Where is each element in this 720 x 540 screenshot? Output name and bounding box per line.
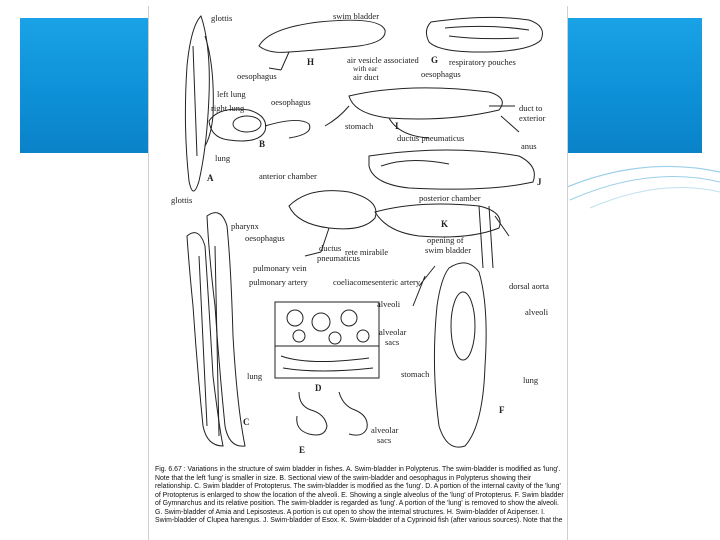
label-swim-bladder-k: swim bladder: [425, 245, 472, 255]
label-sacs-e: sacs: [377, 435, 392, 445]
label-air-duct: air duct: [353, 72, 379, 82]
label-C: C: [243, 417, 250, 427]
label-F: F: [499, 405, 505, 415]
figure-page: [148, 6, 568, 540]
label-pneumaticus-k: pneumaticus: [317, 253, 360, 263]
label-pulmonary-artery: pulmonary artery: [249, 277, 308, 287]
label-posterior-chamber: posterior chamber: [419, 193, 481, 203]
label-stomach-i: stomach: [345, 121, 374, 131]
label-air-vesicle: air vesicle associated: [347, 55, 419, 65]
label-D: D: [315, 383, 322, 393]
label-A: A: [207, 173, 214, 183]
label-E: E: [299, 445, 306, 455]
label-B: B: [259, 139, 266, 149]
label-sacs-d: sacs: [385, 337, 400, 347]
label-opening-of: opening of: [427, 235, 464, 245]
label-lung-b: lung: [215, 153, 231, 163]
label-left-lung: left lung: [217, 89, 246, 99]
label-lung-f: lung: [523, 375, 539, 385]
label-J: J: [537, 177, 542, 187]
decorative-swoosh: [560, 150, 720, 210]
label-duct-to: duct to: [519, 103, 543, 113]
label-alveolar-d: alveolar: [379, 327, 407, 337]
label-exterior: exterior: [519, 113, 546, 123]
label-H: H: [307, 57, 315, 67]
label-oesophagus-c: oesophagus: [245, 233, 285, 243]
label-coeliacomesenteric: coeliacomesenteric artery: [333, 277, 421, 287]
label-oesophagus-g: oesophagus: [421, 69, 461, 79]
label-dorsal-aorta: dorsal aorta: [509, 281, 549, 291]
label-respiratory-pouches: respiratory pouches: [449, 57, 516, 67]
label-I: I: [395, 121, 399, 131]
label-rete-mirabile: rete mirabile: [345, 247, 389, 257]
label-G: G: [431, 55, 439, 65]
label-ductus-pneumaticus-i: ductus pneumaticus: [397, 133, 465, 143]
label-pulmonary-vein: pulmonary vein: [253, 263, 307, 273]
label-anterior-chamber: anterior chamber: [259, 171, 317, 181]
figure-caption: Fig. 6.67 : Variations in the structure of swim bladder in fishes. A. Swim-bladder in Polypterus. The swim-bladder is modified as 'lung'. Note that the left 'lung' is smaller in size. B. Sectional view of the swim-bladder and oesophagus in Polypterus showing their relationship. C. Swim bladder of Protopterus. The swim-bladder is modified as the 'lung'. D. A portion of the internal cavity of the 'lung' of Protopterus is enlarged to show the location of the alveoli. E. Showing a single alveolus of the 'lung' of Protopterus. F. Swim bladder of Gymnarchus and its relative position. The swim-bladder is regarded as 'lung'. A portion of the 'lung' is removed to show the alveoli. G. Swim-bladder of Amia and Lepisosteus. A portion is cut open to show the internal structures. H. Swim-bladder of Acipenser. I. Swim-bladder of Clupea harengus. J. Swim-bladder of Esox. K. Swim-bladder of a Cyprinoid fish (after various sources). Note that the: [155, 466, 564, 524]
label-alveolar-e: alveolar: [371, 425, 399, 435]
label-oesophagus-b: oesophagus: [271, 97, 311, 107]
label-right-lung: right lung: [211, 103, 245, 113]
label-K: K: [441, 219, 449, 229]
label-with-ear: with ear: [353, 64, 378, 73]
label-glottis-top: glottis: [211, 13, 233, 23]
label-pharynx: pharynx: [231, 221, 259, 231]
label-anus: anus: [521, 141, 537, 151]
label-alveoli-f: alveoli: [525, 307, 549, 317]
label-glottis-c: glottis: [171, 195, 193, 205]
label-alveoli-d: alveoli: [377, 299, 401, 309]
label-ductus-k: ductus: [319, 243, 342, 253]
label-oesophagus-a: oesophagus: [237, 71, 277, 81]
label-swim-bladder-top: swim bladder: [333, 11, 380, 21]
label-stomach-f: stomach: [401, 369, 430, 379]
label-lung-c: lung: [247, 371, 263, 381]
